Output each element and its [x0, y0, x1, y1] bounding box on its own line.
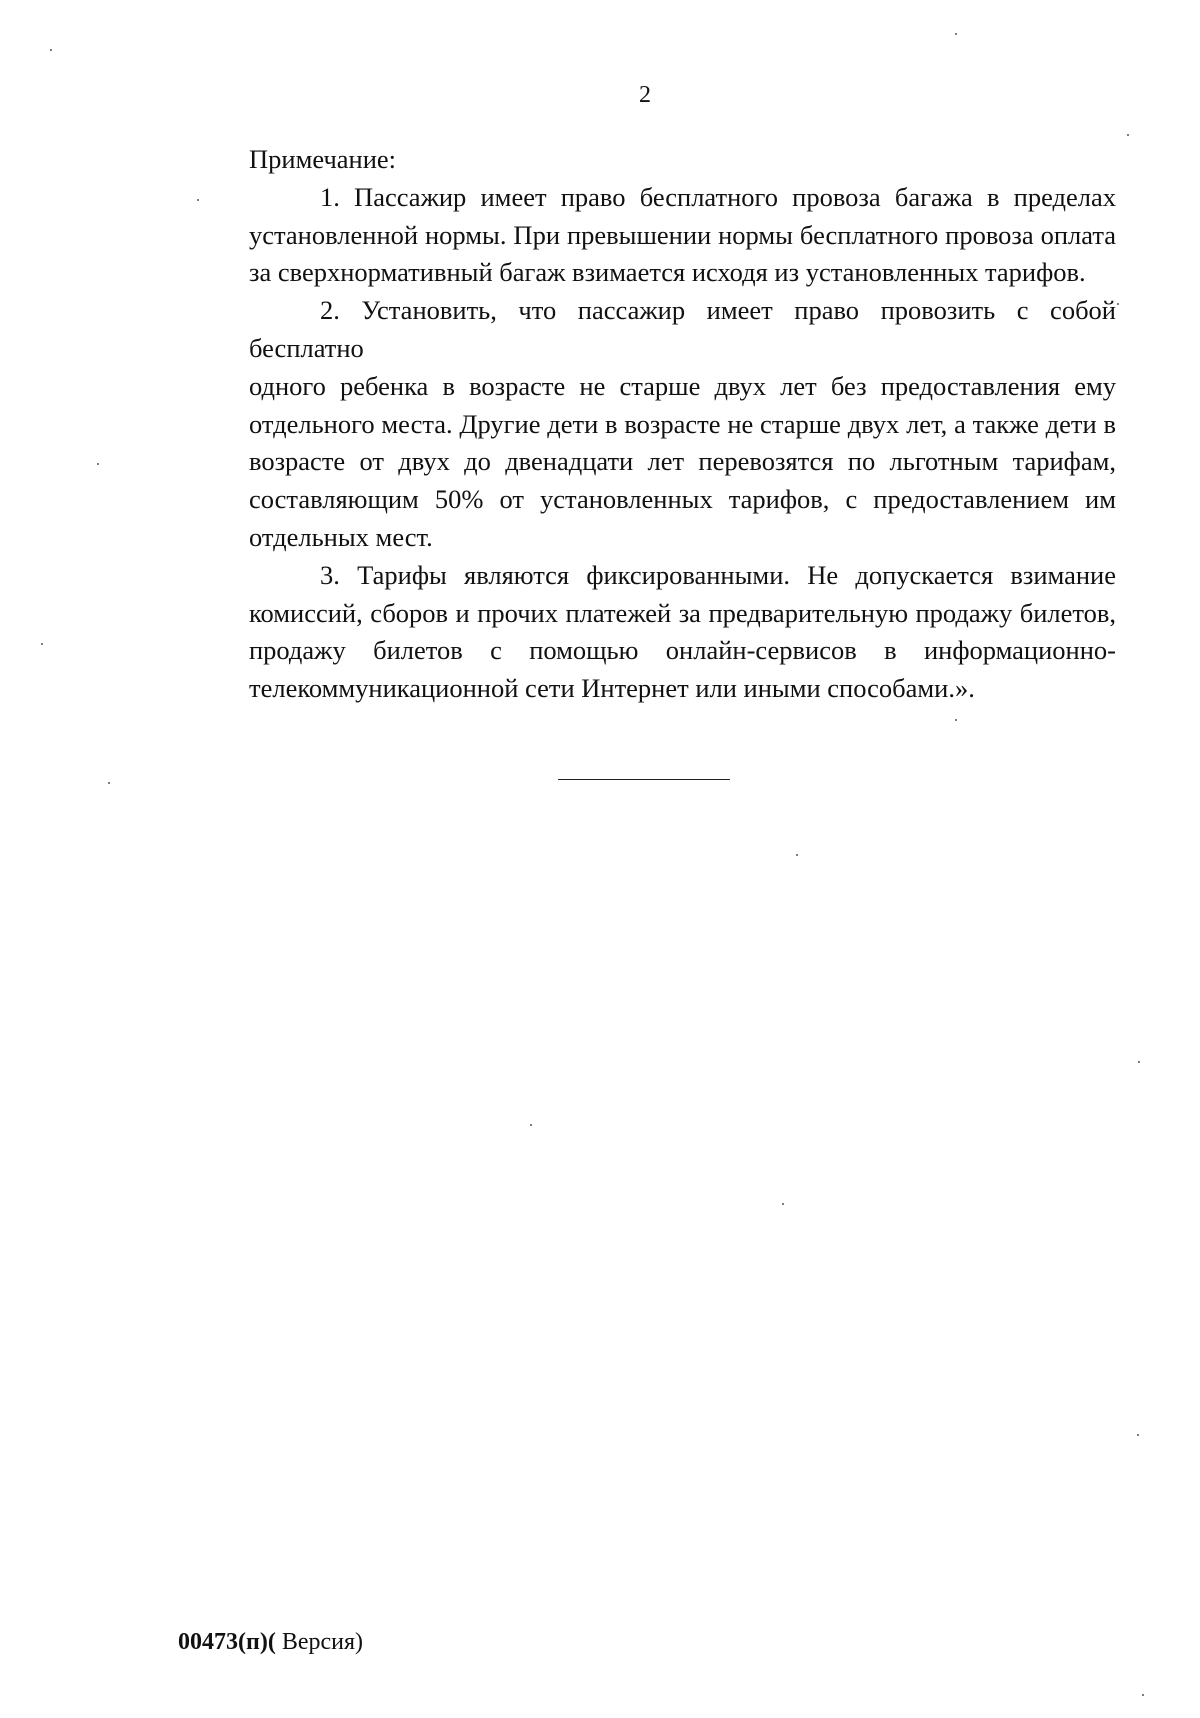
scan-speck	[955, 719, 957, 721]
separator-line	[558, 779, 730, 780]
document-code-version: Версия)	[275, 1629, 363, 1655]
note-item-1-line-2: установленной нормы. При превышении нормы бесплатного провоза оплата	[249, 219, 1116, 250]
note-item-1-line-1: 1. Пассажир имеет право бесплатного провоза багажа в пределах	[320, 181, 1116, 212]
scan-speck	[955, 33, 957, 35]
note-section	[178, 141, 1116, 708]
note-item-2-line-2: одного ребенка в возрасте не старше двух лет без предоставления ему	[249, 370, 1116, 401]
scan-speck	[782, 1203, 784, 1205]
scan-speck	[41, 643, 43, 645]
note-item-3	[178, 557, 1116, 708]
scan-speck	[50, 49, 52, 51]
note-item-1-line-3: за сверхнормативный багаж взимается исходя из установленных тарифов.	[249, 257, 1086, 288]
scan-speck	[1138, 1061, 1140, 1063]
note-item-2-line-5: составляющим 50% от установленных тарифов, с предоставлением им	[249, 484, 1116, 515]
scan-speck	[1137, 1434, 1139, 1436]
note-item-3-line-1: 3. Тарифы являются фиксированными. Не допускается взимание	[320, 559, 1116, 590]
scan-speck	[796, 854, 798, 856]
scan-speck	[1142, 1694, 1144, 1696]
note-title: Примечание:	[249, 144, 397, 174]
scan-speck	[197, 199, 199, 201]
page-number: 2	[639, 82, 651, 108]
scan-speck	[1127, 134, 1129, 136]
note-item-3-line-4: телекоммуникационной сети Интернет или иными способами.».	[249, 673, 975, 704]
note-item-1	[178, 179, 1116, 292]
note-item-2-line-3: отдельного места. Другие дети в возрасте не старше двух лет, а также дети в	[249, 408, 1116, 439]
note-item-2-line-1: 2. Установить, что пассажир имеет право провозить с собой бесплатно	[249, 295, 1116, 363]
note-item-2-line-6: отдельных мест.	[249, 521, 433, 552]
document-code-number: 00473(п)(	[178, 1629, 276, 1655]
note-item-2-line-4: возрасте от двух до двенадцати лет перевозятся по льготным тарифам,	[249, 446, 1116, 477]
document-code	[178, 1627, 363, 1657]
scan-speck	[97, 463, 99, 465]
note-item-3-line-3: продажу билетов с помощью онлайн-сервисов в информационно-	[249, 635, 1116, 666]
scan-speck	[108, 782, 110, 784]
scan-speck	[530, 1124, 532, 1126]
note-item-3-line-2: комиссий, сборов и прочих платежей за предварительную продажу билетов,	[249, 597, 1116, 628]
note-item-2	[178, 292, 1116, 557]
scan-speck	[1117, 303, 1119, 305]
